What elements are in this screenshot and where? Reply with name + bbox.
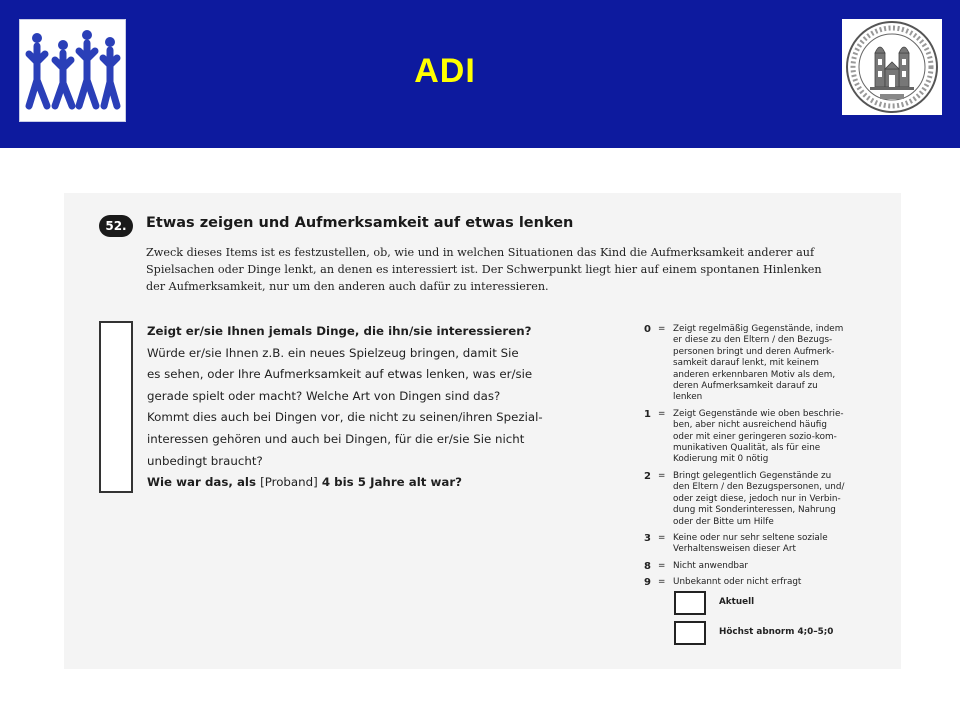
code-equals: = [658, 470, 666, 481]
question-line: Kommt dies auch bei Dingen vor, die nicht zu seinen/ihren Spezial- [147, 410, 543, 425]
code-number: 0 [644, 324, 651, 335]
code-number: 2 [644, 470, 651, 482]
code-number: 8 [644, 560, 651, 572]
interview-questions [147, 321, 617, 494]
question-line: unbedingt braucht? [147, 453, 263, 468]
code-text-line: Verhaltensweisen dieser Art [673, 544, 796, 555]
code-text-line: deren Aufmerksamkeit darauf zu [673, 381, 818, 392]
university-seal-icon [842, 19, 942, 115]
page-title: ADI [414, 52, 476, 90]
code-text-line: oder mit einer geringeren sozio-kom- [673, 431, 837, 442]
most-abnormal-rating-label: Höchst abnorm 4;0–5;0 [719, 627, 834, 637]
code-text-line: Unbekannt oder nicht erfragt [673, 577, 802, 588]
code-number: 9 [644, 577, 651, 589]
code-text-line: Zeigt regelmäßig Gegenstände, indem [673, 324, 844, 334]
intro-line: Zweck dieses Items ist es festzustellen, ob, wie und in welchen Situationen das Kind die Aufmerksamkeit anderer auf [146, 246, 815, 259]
most-abnormal-rating-box[interactable] [674, 621, 706, 645]
code-text-line: lenken [673, 392, 703, 403]
code-text-line: anderen erkennbaren Motiv als dem, [673, 369, 836, 380]
code-text-line: Nicht anwendbar [673, 560, 749, 571]
question-line: interessen gehören und auch bei Dingen, für die er/sie Sie nicht [147, 431, 525, 446]
code-equals: = [658, 532, 666, 543]
code-entry [644, 471, 894, 528]
code-text-line: Zeigt Gegenstände wie oben beschrie- [673, 408, 844, 419]
code-text-line: munikativen Qualität, als für eine [673, 443, 821, 454]
item-title: Etwas zeigen und Aufmerksamkeit auf etwas lenken [146, 215, 574, 231]
intro-line: der Aufmerksamkeit, nur um den anderen auch dafür zu interessieren. [146, 280, 549, 293]
code-number: 1 [644, 408, 651, 420]
final-question-part: Wie war das, als [147, 475, 261, 490]
code-text-line: oder zeigt diese, jedoch nur in Verbin- [673, 493, 841, 504]
code-text-line: den Eltern / den Bezugspersonen, und/ [673, 482, 845, 493]
code-text-line: personen bringt und deren Aufmerk- [673, 346, 835, 357]
code-equals: = [658, 324, 666, 334]
code-number: 3 [644, 532, 651, 544]
final-question [147, 472, 617, 494]
item-purpose-text [146, 244, 866, 295]
item-number-badge: 52. [99, 215, 133, 237]
code-text-line: dung mit Sonderinteressen, Nahrung [673, 505, 836, 516]
code-equals: = [658, 577, 666, 588]
code-text-line: samkeit darauf lenkt, mit keinem [673, 358, 819, 369]
question-line: Zeigt er/sie Ihnen jemals Dinge, die ihn/sie interessieren? [147, 324, 532, 338]
code-equals: = [658, 560, 666, 571]
coding-scale [644, 324, 894, 594]
code-entry [644, 324, 894, 404]
code-text-line: oder der Bitte um Hilfe [673, 516, 774, 527]
code-text-line: Bringt gelegentlich Gegenstände zu [673, 470, 832, 481]
question-line: es sehen, oder Ihre Aufmerksamkeit auf etwas lenken, was er/sie [147, 367, 533, 382]
final-question-part: 4 bis 5 Jahre alt war? [317, 475, 463, 490]
code-text-line: Kodierung mit 0 nötig [673, 454, 769, 465]
intro-line: Spielsachen oder Dinge lenkt, an denen es interessiert ist. Der Schwerpunkt liegt hier auf einem spontanen Hinlenken [146, 263, 822, 276]
current-rating-box[interactable] [674, 591, 706, 615]
current-rating-label: Aktuell [719, 597, 755, 607]
code-entry [644, 533, 894, 556]
stick-figures-logo-icon [19, 19, 126, 122]
notes-bracket [99, 321, 133, 493]
scanned-interview-page [64, 193, 901, 669]
code-entry [644, 561, 894, 572]
code-text-line: Keine oder nur sehr seltene soziale [673, 532, 828, 543]
code-equals: = [658, 408, 666, 419]
question-line: Würde er/sie Ihnen z.B. ein neues Spielzeug bringen, damit Sie [147, 345, 519, 360]
code-text-line: er diese zu den Eltern / den Bezugs- [673, 335, 833, 346]
code-entry [644, 577, 894, 588]
code-entry [644, 409, 894, 466]
final-question-part: [Proband] [260, 475, 318, 490]
code-text-line: ben, aber nicht ausreichend häufig [673, 420, 827, 431]
header-banner [0, 0, 960, 148]
question-line: gerade spielt oder macht? Welche Art von Dingen sind das? [147, 388, 501, 403]
